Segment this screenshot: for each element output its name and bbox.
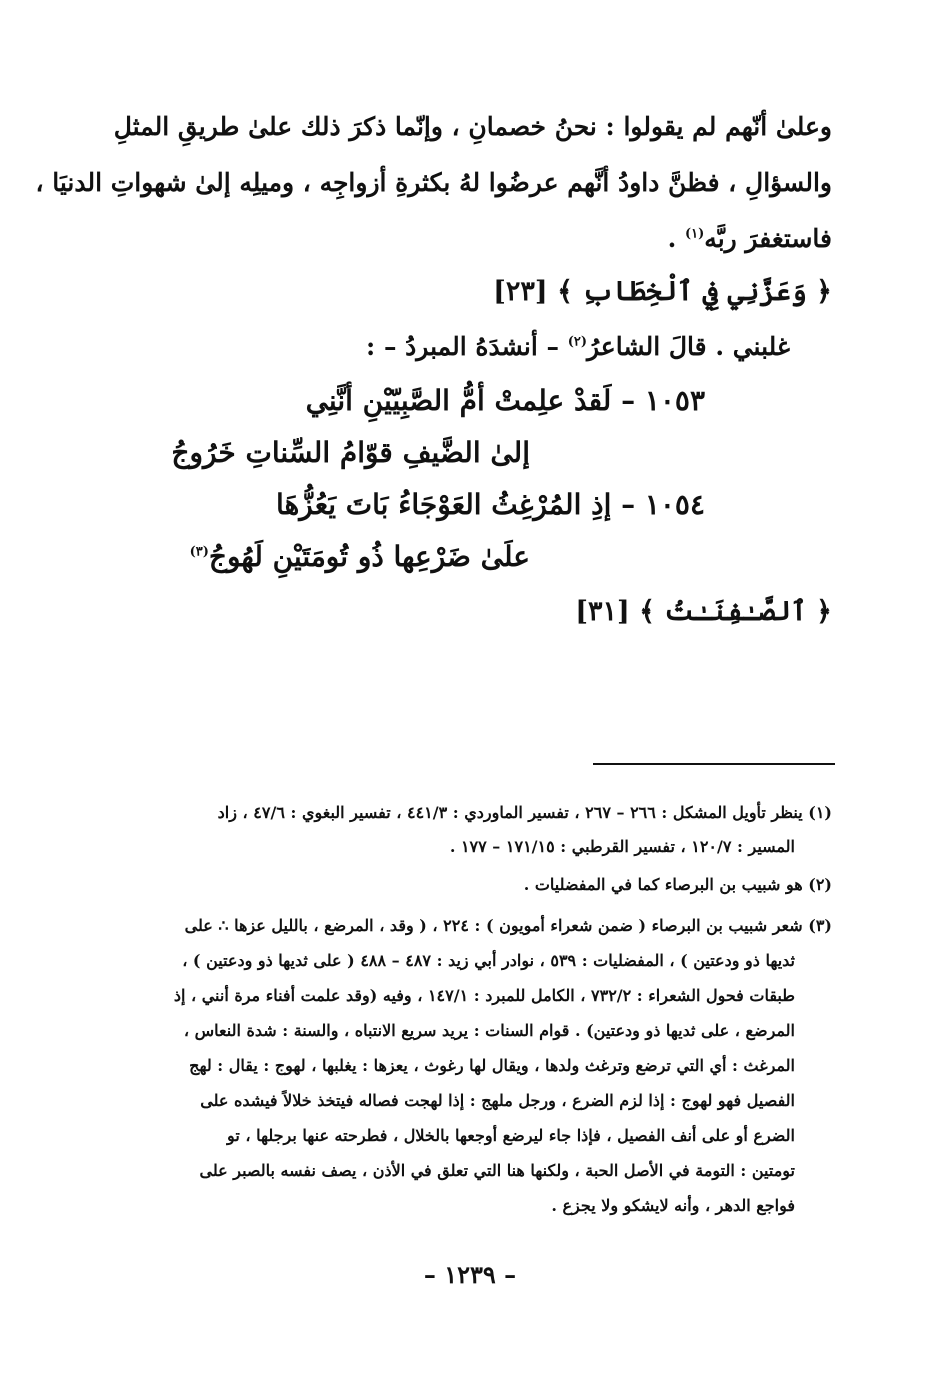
body-line-2: والسؤالِ ، فظنَّ داودُ أنَّهم عرضُوا لهُ بكثرةِ أزواجِه ، وميلِه إلىٰ شهواتِ الدنيَا ، <box>35 168 832 197</box>
body-line-3 <box>668 224 832 253</box>
verse-1054-first-hemistich: ١٠٥٤ – إذِ المُرْغِثُ العَوْجَاءُ بَاتَ يَعُزُّهَا <box>276 488 705 521</box>
verse-1053-second-hemistich: إلىٰ الضَّيفِ قوّامُ السِّناتِ خَرُوجُ <box>171 436 530 469</box>
gloss-line <box>366 332 790 361</box>
body-line-3-end: . <box>667 224 685 253</box>
footnote-3-line-7: الضرع أو على أنف الفصيل ، فإذا جاء ليرضع أوجعها بالخلال ، فطرحته عنها برجلها ، تو <box>227 1126 795 1145</box>
quran-citation-1-verse-number: [٢٣] <box>493 276 548 307</box>
footnote-ref-2: (٢) <box>567 334 587 350</box>
page-number: – ١٢٣٩ – <box>423 1260 517 1289</box>
footnote-3-line-5: المرغث : أي التي ترضع وترغث ولدها ، ويقال لها رغوث ، يعزها : يغلبها ، لهوج : يقال : لهج <box>189 1056 795 1075</box>
footnote-1-line-2: المسير : ١٢٠/٧ ، تفسير القرطبي : ١٧١/١٥ – ١٧٧ . <box>449 837 795 856</box>
footnote-3-line-3: طبقات فحول الشعراء : ٧٣٢/٢ ، الكامل للمبرد : ١٤٧/١ ، وفيه (وقد علمت أفناء مرة أنني ، إذ <box>173 986 795 1005</box>
quran-citation-1-text: ﴿ وَعَزَّنِي فِي ٱلْخِطَابِ ﴾ <box>557 276 832 307</box>
footnote-ref-3: (٣) <box>189 544 209 560</box>
footnote-separator <box>593 763 835 765</box>
gloss-text: غلبني . قالَ الشاعرُ <box>586 332 790 361</box>
footnote-3-line-8: تومتين : التومة في الأصل الحبة ، ولكنها هنا التي تعلق في الأذن ، يصف نفسه بالصبر على <box>199 1161 795 1180</box>
footnote-3-line-9: فواجع الدهر ، وأنه لايشكو ولا يجزع . <box>551 1196 795 1215</box>
footnote-3-line-6: الفصيل فهو لهوج : إذا لزم الضرع ، ورجل ملهج : إذا لهجت فصاله فيتخذ خلالاً فيشده على <box>200 1091 795 1110</box>
body-line-1: وعلىٰ أنّهم لم يقولوا : نحنُ خصمانِ ، وإنّما ذكرَ ذلك علىٰ طريقِ المثلِ <box>113 112 832 141</box>
gloss-rest: – أنشدَهُ المبردُ – : <box>366 332 568 361</box>
quran-citation-1 <box>493 276 832 307</box>
footnote-3-line-1: (٣) شعر شبيب بن البرصاء ( ضمن شعراء أمويون ) : ٢٢٤ ، ( وقد ، المرضع ، بالليل عزها ∴ على <box>184 916 832 935</box>
quran-citation-2 <box>575 596 832 627</box>
footnote-2: (٢) هو شبيب بن البرصاء كما في المفضليات . <box>523 875 832 894</box>
verse-1053-first-hemistich: ١٠٥٣ – لَقدْ علِمتْ أمُّ الصَّبِيّيْنِ أنَّنِي <box>305 384 705 417</box>
footnote-3-line-2: ثديها ذو ودعتين ) ، المفضليات : ٥٣٩ ، نوادر أبي زيد : ٤٨٧ – ٤٨٨ ( على ثديها ذو ودعتين ) ، <box>182 951 795 970</box>
footnote-1-line-1: (١) ينظر تأويل المشكل : ٢٦٦ – ٢٦٧ ، تفسير الماوردي : ٤٤١/٣ ، تفسير البغوي : ٤٧/٦ ، زاد <box>217 803 832 822</box>
footnote-ref-1: (١) <box>685 226 705 242</box>
quran-citation-2-text: ﴿ ٱلصَّـٰفِنَـٰتُ ﴾ <box>639 596 832 627</box>
body-line-3-text: فاستغفرَ ربَّه <box>704 224 832 253</box>
quran-citation-2-verse-number: [٣١] <box>575 596 630 627</box>
footnote-3-line-4: المرضع ، على ثديها ذو ودعتين) . قوام السنات : يريد سريع الانتباه ، والسنة : شدة النعاس ، <box>183 1021 795 1040</box>
verse-1054-second-hemistich-text: علَىٰ ضَرْعِها ذُو تُومَتَيْنِ لَهُوجُ <box>208 540 530 573</box>
verse-1054-second-hemistich <box>190 540 530 573</box>
